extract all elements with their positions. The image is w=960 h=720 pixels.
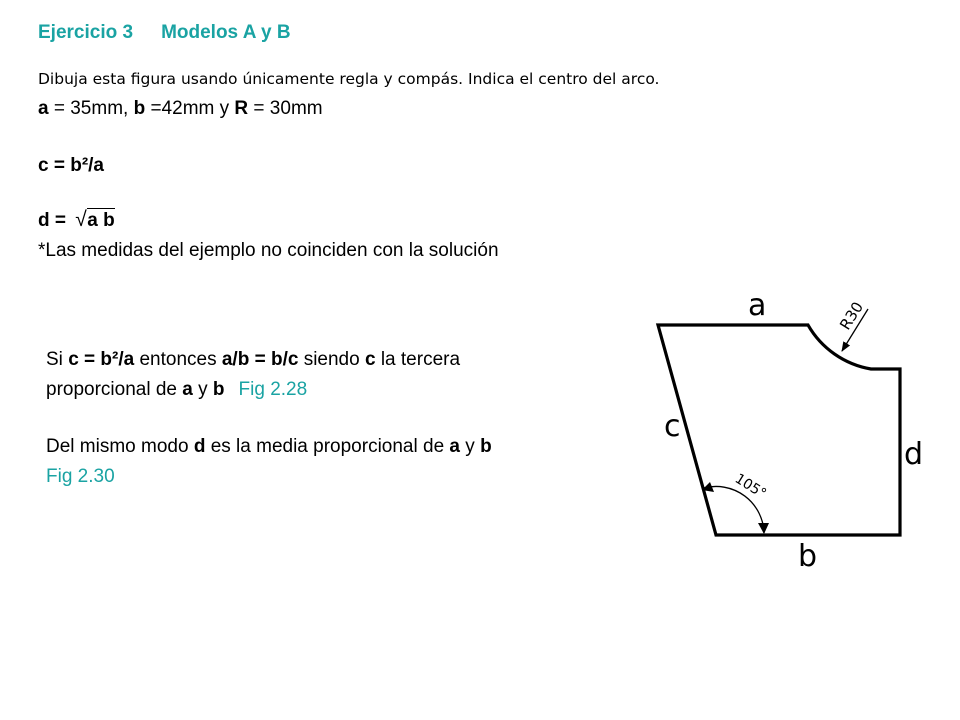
para1-bold: c = b²/a [68, 349, 135, 370]
para1-text: entonces [134, 349, 222, 370]
para1-bold: b [212, 379, 225, 400]
formula-d [38, 210, 115, 232]
radius-label: R30 [836, 298, 868, 334]
formula-c: c = b²/a [38, 155, 104, 176]
para2-text: y [460, 436, 481, 457]
figure-reference: Fig 2.28 [238, 379, 308, 400]
measure-a-text: = 35mm, [48, 98, 134, 119]
measure-a-var: a [38, 98, 49, 119]
figure-reference: Fig 2.30 [46, 466, 115, 487]
para1-text: la tercera [375, 349, 461, 370]
measure-r-var: R [234, 98, 249, 119]
label-d: d [904, 437, 924, 472]
para1-bold: c [364, 349, 376, 370]
para1-text: y [192, 379, 213, 400]
para2-text: Del mismo modo [46, 436, 194, 457]
measure-r-text: = 30mm [248, 98, 323, 119]
instruction-text: Dibuja esta figura usando únicamente regla y compás. Indica el centro del arco. [38, 70, 660, 88]
formula-d-prefix: d = [38, 210, 66, 231]
measure-b-text: =42mm y [145, 98, 235, 119]
square-root [77, 210, 114, 232]
paragraph-third-proportional [46, 345, 460, 405]
measures-line [38, 98, 323, 120]
para1-bold: a [182, 379, 193, 400]
page-title [38, 22, 291, 44]
para2-bold: b [480, 436, 492, 457]
para1-bold: a/b = b/c [221, 349, 299, 370]
formula-d-radicand: a b [87, 210, 115, 231]
para2-bold: a [449, 436, 460, 457]
label-a: a [748, 288, 767, 323]
geometry-figure [630, 285, 940, 585]
para1-text: proporcional de [46, 379, 183, 400]
sqrt-icon: √ [75, 208, 87, 231]
figure-outline [658, 325, 900, 535]
angle-label: 105° [731, 470, 769, 503]
para2-bold: d [193, 436, 206, 457]
para2-text: es la media proporcional de [205, 436, 450, 457]
para2-line2 [46, 462, 492, 492]
measure-b-var: b [133, 98, 146, 119]
para1-text: Si [46, 349, 69, 370]
label-b: b [798, 539, 818, 574]
note-text: *Las medidas del ejemplo no coinciden con la solución [38, 240, 499, 261]
angle-arrow-down [758, 523, 769, 534]
para2-line1 [46, 432, 492, 462]
para1-text: siendo [298, 349, 365, 370]
label-c: c [664, 409, 681, 444]
paragraph-mean-proportional [46, 432, 492, 492]
para1-line1 [46, 345, 460, 375]
para1-line2 [46, 375, 460, 405]
title-exercise: Ejercicio 3 [38, 22, 134, 43]
title-models: Modelos A y B [161, 22, 291, 43]
